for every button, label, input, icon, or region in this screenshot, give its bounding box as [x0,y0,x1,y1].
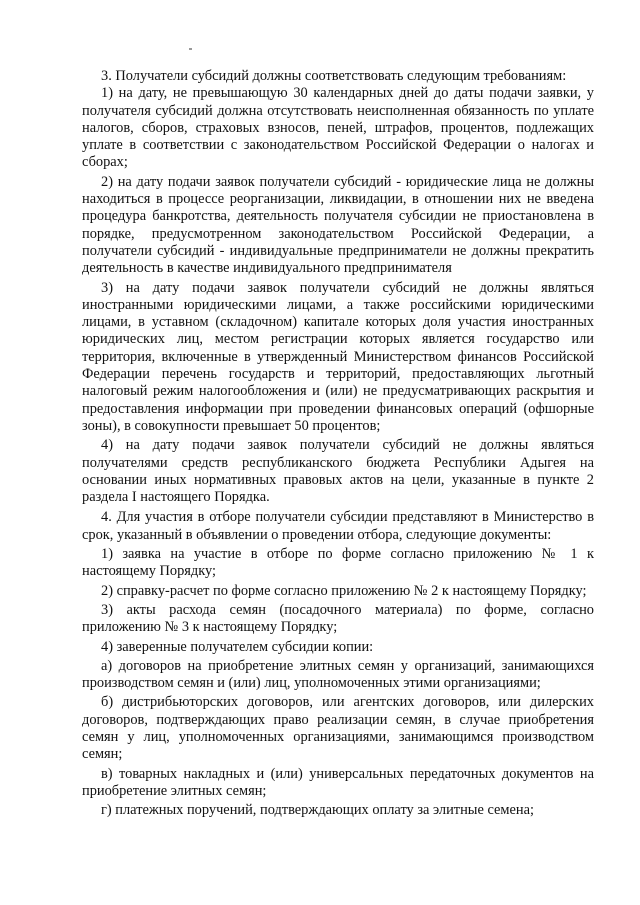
paragraph-4-documents: 4. Для участия в отборе получатели субсидии представляют в Министерство в срок, указанный в объявлении о проведении отбора, следующие документы: [82,509,594,543]
paragraph-3-item-3: 3) на дату подачи заявок получатели субсидий не должны являться иностранными юридическими лицами, а также российскими юридическими лицами, в уставном (складочном) капитале которых доля участия иностранных юридических лиц, местом регистрации которых является государство или территория, включенные в утвержденный Министерством финансов Российской Федерации перечень государств и территорий, предоставляющих льготный налоговый режим налогообложения и (или) не предусматривающих раскрытия и предоставления информации при проведении финансовых операций (офшорные зоны), в совокупности превышает 50 процентов; [82,279,594,434]
paragraph-3-requirements: 3. Получатели субсидий должны соответствовать следующим требованиям: [101,68,567,84]
paragraph-4-item-4: 4) заверенные получателем субсидии копии: [101,638,374,655]
paragraph-4-item-2: 2) справку-расчет по форме согласно приложению № 2 к настоящему Порядку; [101,582,587,599]
paragraph-4-subitem-a: а) договоров на приобретение элитных семян у организаций, занимающихся производством семян и (или) лиц, уполномоченных этими организациями; [82,657,594,692]
paragraph-4-item-1: 1) заявка на участие в отборе по форме согласно приложению № 1 к настоящему Порядку; [82,546,594,580]
paragraph-3-item-4: 4) на дату подачи заявок получатели субсидий не должны являться получателями средств республиканского бюджета Республики Адыгея на основании иных нормативных правовых актов на цели, указанные в пункте 2 раздела I настоящего Порядка. [82,437,594,506]
scan-mark [189,48,192,50]
paragraph-3-item-1: 1) на дату, не превышающую 30 календарных дней до даты подачи заявки, у получателя субсидий должна отсутствовать неисполненная обязанность по уплате налогов, сборов, страховых взносов, пеней, штрафов, процентов, подлежащих уплате в соответствии с законодательством Российской Федерации о налогах и сборах; [82,85,594,171]
paragraph-4-subitem-b: б) дистрибьюторских договоров, или агентских договоров, или дилерских договоров, подтверждающих право реализации семян, в случае приобретения семян у лиц, уполномоченных организациями, занимающимся производством семян; [82,694,594,763]
document-page [82,68,594,819]
paragraph-3-item-2: 2) на дату подачи заявок получатели субсидий - юридические лица не должны находиться в процессе реорганизации, ликвидации, в отношении них не введена процедура банкротства, деятельность получателя субсидии не приостановлена в порядке, предусмотренном законодательством Российской Федерации, а получатели субсидий - индивидуальные предприниматели не должны прекратить деятельность в качестве индивидуального предпринимателя [82,173,594,277]
paragraph-4-subitem-v: в) товарных накладных и (или) универсальных передаточных документов на приобретение элитных семян; [82,765,594,799]
paragraph-4-subitem-g: г) платежных поручений, подтверждающих оплату за элитные семена; [101,802,534,819]
paragraph-4-item-3: 3) акты расхода семян (посадочного материала) по форме, согласно приложению № 3 к настоящему Порядку; [82,601,594,636]
